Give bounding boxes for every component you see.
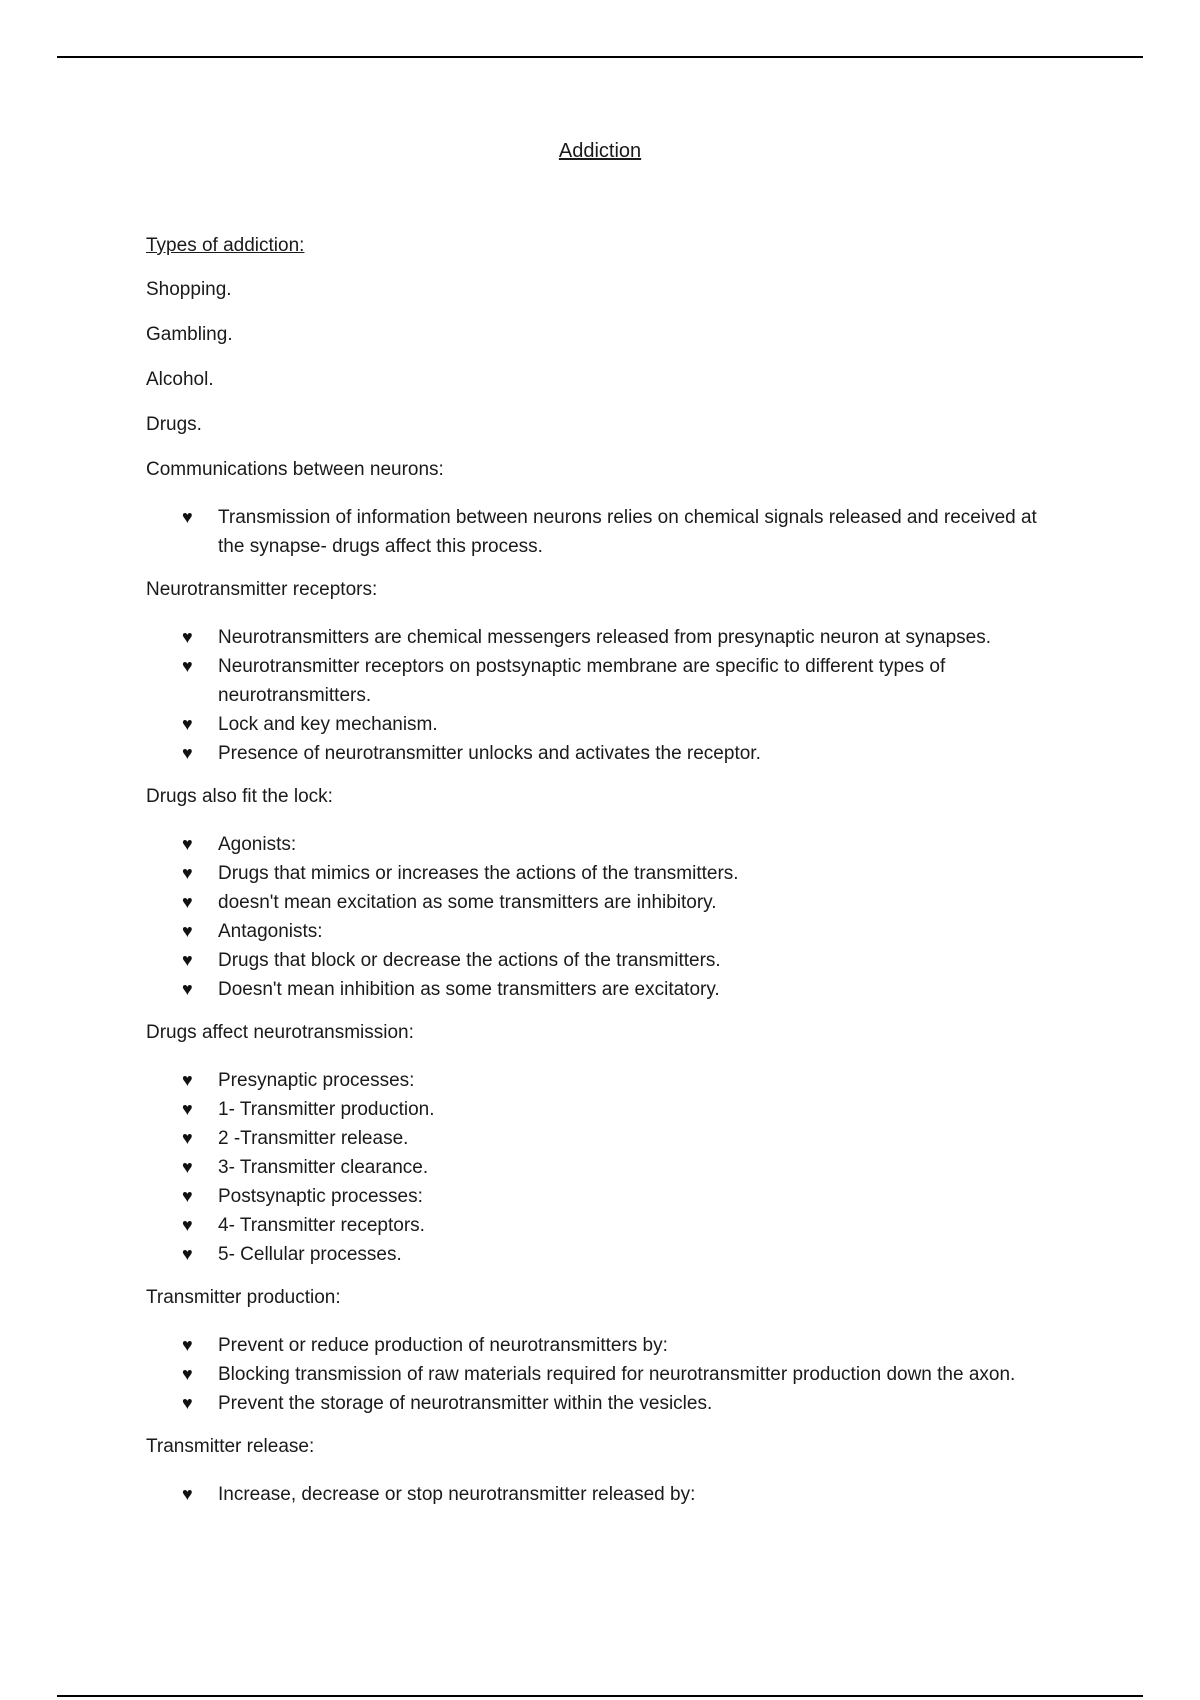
heart-icon: ♥ <box>182 834 193 854</box>
list-item-text: Increase, decrease or stop neurotransmitter released by: <box>218 1484 696 1505</box>
list-item <box>182 1095 1046 1124</box>
list-item <box>182 1240 1046 1269</box>
types-list <box>146 277 1046 438</box>
list-item-text: doesn't mean excitation as some transmitters are inhibitory. <box>218 892 717 913</box>
bullet-list <box>146 623 1046 768</box>
type-item: Drugs. <box>146 414 202 435</box>
section-heading: Transmitter production: <box>146 1287 341 1308</box>
types-heading: Types of addiction: <box>146 235 305 256</box>
list-item-text: Neurotransmitter receptors on postsynaptic membrane are specific to different types of neurotransmitters. <box>218 656 946 706</box>
list-item <box>182 859 1046 888</box>
list-item <box>182 1124 1046 1153</box>
list-item <box>182 1480 1046 1509</box>
heart-icon: ♥ <box>182 656 193 676</box>
bullet-list <box>146 1066 1046 1269</box>
list-item-text: 1- Transmitter production. <box>218 1099 435 1120</box>
heart-icon: ♥ <box>182 714 193 734</box>
sections-container <box>146 457 1046 1509</box>
heart-icon: ♥ <box>182 1128 193 1148</box>
type-item: Shopping. <box>146 279 232 300</box>
top-rule <box>57 56 1143 58</box>
bullet-list <box>146 830 1046 1004</box>
list-item <box>182 975 1046 1004</box>
heart-icon: ♥ <box>182 1070 193 1090</box>
heart-icon: ♥ <box>182 921 193 941</box>
heart-icon: ♥ <box>182 1335 193 1355</box>
list-item <box>182 1211 1046 1240</box>
bullet-list <box>146 503 1046 561</box>
list-item-text: Antagonists: <box>218 921 323 942</box>
list-item-text: Presynaptic processes: <box>218 1070 415 1091</box>
list-item <box>182 1153 1046 1182</box>
list-item-text: Agonists: <box>218 834 297 855</box>
list-item-text: Presence of neurotransmitter unlocks and activates the receptor. <box>218 743 761 764</box>
list-item <box>182 1182 1046 1211</box>
list-item <box>182 888 1046 917</box>
list-item-text: Postsynaptic processes: <box>218 1186 423 1207</box>
heart-icon: ♥ <box>182 1484 193 1504</box>
list-item-text: Drugs that mimics or increases the actions of the transmitters. <box>218 863 739 884</box>
heart-icon: ♥ <box>182 507 193 527</box>
heart-icon: ♥ <box>182 1393 193 1413</box>
list-item-text: Drugs that block or decrease the actions of the transmitters. <box>218 950 721 971</box>
heart-icon: ♥ <box>182 1364 193 1384</box>
bottom-rule <box>57 1695 1143 1697</box>
list-item <box>182 1360 1046 1389</box>
list-item <box>182 1066 1046 1095</box>
list-item <box>182 739 1046 768</box>
list-item <box>182 652 1046 710</box>
heart-icon: ♥ <box>182 627 193 647</box>
section-heading: Transmitter release: <box>146 1436 315 1457</box>
list-item-text: 4- Transmitter receptors. <box>218 1215 425 1236</box>
heart-icon: ♥ <box>182 950 193 970</box>
list-item-text: Blocking transmission of raw materials required for neurotransmitter production down the axon. <box>218 1364 1016 1385</box>
list-item <box>182 830 1046 859</box>
list-item-text: Prevent or reduce production of neurotransmitters by: <box>218 1335 668 1356</box>
list-item <box>182 503 1046 561</box>
document-page <box>146 140 1046 1525</box>
list-item-text: 2 -Transmitter release. <box>218 1128 409 1149</box>
list-item-text: Neurotransmitters are chemical messengers released from presynaptic neuron at synapses. <box>218 627 992 648</box>
section-heading: Drugs affect neurotransmission: <box>146 1022 414 1043</box>
list-item <box>182 1331 1046 1360</box>
list-item-text: Doesn't mean inhibition as some transmitters are excitatory. <box>218 979 720 1000</box>
list-item <box>182 917 1046 946</box>
page-title: Addiction <box>558 140 642 162</box>
type-item: Alcohol. <box>146 369 214 390</box>
heart-icon: ♥ <box>182 1157 193 1177</box>
bullet-list <box>146 1480 1046 1509</box>
list-item-text: Prevent the storage of neurotransmitter within the vesicles. <box>218 1393 713 1414</box>
list-item <box>182 710 1046 739</box>
section-heading: Drugs also fit the lock: <box>146 786 333 807</box>
heart-icon: ♥ <box>182 892 193 912</box>
list-item-text: 5- Cellular processes. <box>218 1244 402 1265</box>
section-heading: Neurotransmitter receptors: <box>146 579 378 600</box>
heart-icon: ♥ <box>182 1099 193 1119</box>
list-item <box>182 1389 1046 1418</box>
heart-icon: ♥ <box>182 1186 193 1206</box>
list-item <box>182 623 1046 652</box>
heart-icon: ♥ <box>182 979 193 999</box>
list-item-text: Transmission of information between neurons relies on chemical signals released and received at the synapse- drugs affect this process. <box>218 507 1037 557</box>
list-item <box>182 946 1046 975</box>
heart-icon: ♥ <box>182 743 193 763</box>
type-item: Gambling. <box>146 324 233 345</box>
section-heading: Communications between neurons: <box>146 459 444 480</box>
heart-icon: ♥ <box>182 1215 193 1235</box>
heart-icon: ♥ <box>182 863 193 883</box>
list-item-text: Lock and key mechanism. <box>218 714 438 735</box>
list-item-text: 3- Transmitter clearance. <box>218 1157 429 1178</box>
bullet-list <box>146 1331 1046 1418</box>
heart-icon: ♥ <box>182 1244 193 1264</box>
